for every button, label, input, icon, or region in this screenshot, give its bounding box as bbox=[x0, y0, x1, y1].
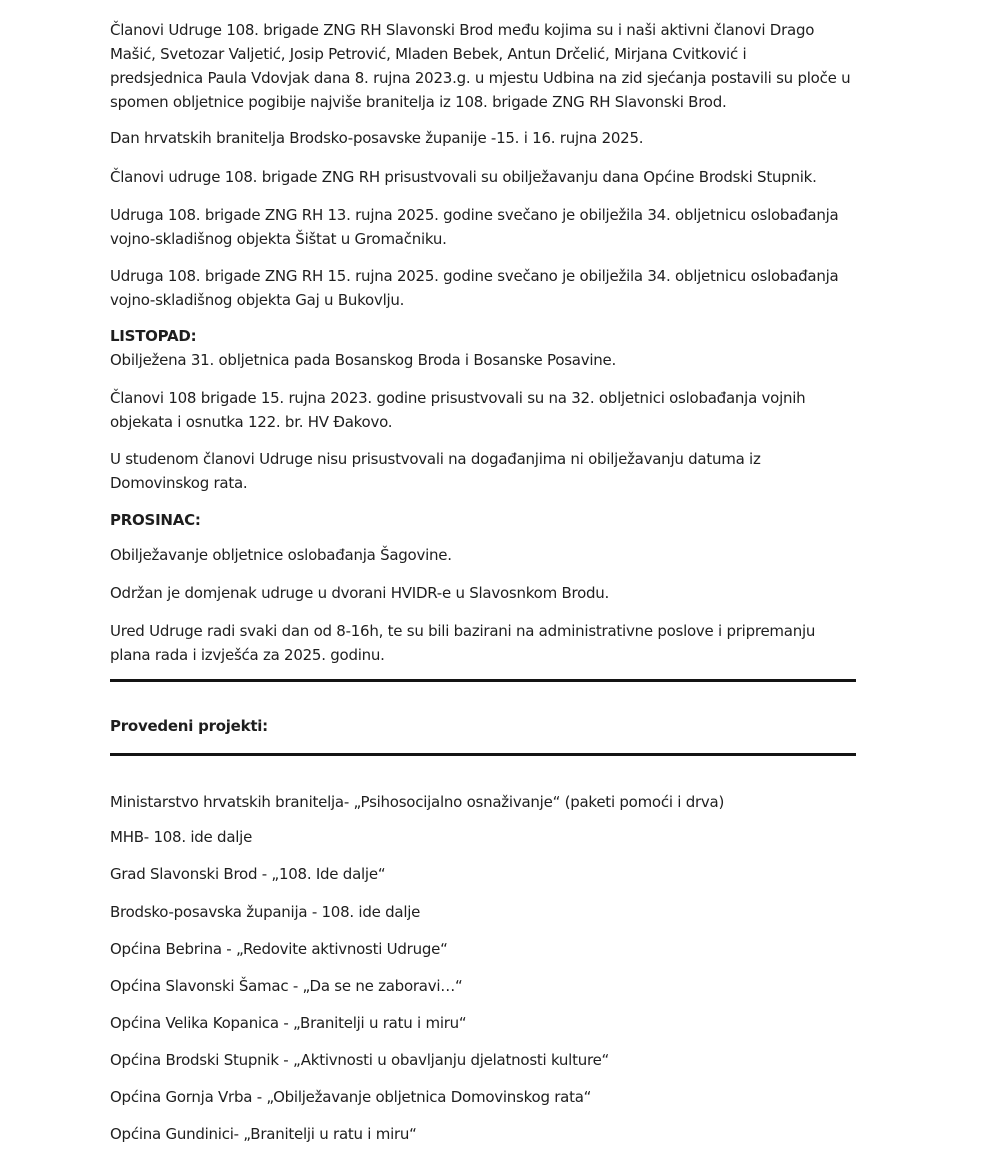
text-line: objekata i osnutka 122. br. HV Đakovo. bbox=[110, 413, 393, 431]
list-item: Općina Brodski Stupnik - „Aktivnosti u obavljanju djelatnosti kulture“ bbox=[110, 1051, 610, 1069]
paragraph-udbina bbox=[110, 18, 850, 114]
paragraph-sistat bbox=[110, 203, 838, 251]
text-line: Članovi Udruge 108. brigade ZNG RH Slavonski Brod među kojima su i naši aktivni članovi Drago bbox=[110, 21, 815, 39]
list-item: Općina Slavonski Šamac - „Da se ne zaboravi…“ bbox=[110, 977, 463, 995]
text-line: Ured Udruge radi svaki dan od 8-16h, te su bili bazirani na administrativne poslove i pripremanju bbox=[110, 622, 816, 640]
text-line: plana rada i izvješća za 2025. godinu. bbox=[110, 646, 385, 664]
list-item: Brodsko-posavska županija - 108. ide dalje bbox=[110, 903, 421, 921]
text-line: Dan hrvatskih branitelja Brodsko-posavske županije -15. i 16. rujna 2025. bbox=[110, 129, 644, 147]
text-line: vojno-skladišnog objekta Šištat u Gromačniku. bbox=[110, 230, 447, 248]
list-item: Općina Bebrina - „Redovite aktivnosti Udruge“ bbox=[110, 940, 448, 958]
text-line: Članovi udruge 108. brigade ZNG RH prisustvovali su obilježavanju dana Općine Brodski Stupnik. bbox=[110, 168, 817, 186]
projects-heading: Provedeni projekti: bbox=[110, 717, 268, 735]
list-item: Ministarstvo hrvatskih branitelja- „Psihosocijalno osnaživanje“ (paketi pomoći i drva) bbox=[110, 793, 725, 811]
text-line: Članovi 108 brigade 15. rujna 2023. godine prisustvovali su na 32. obljetnici oslobađanja vojnih bbox=[110, 389, 806, 407]
list-item: Općina Gornja Vrba - „Obilježavanje obljetnica Domovinskog rata“ bbox=[110, 1088, 592, 1106]
divider-bottom bbox=[110, 753, 856, 756]
section-listopad bbox=[110, 324, 616, 372]
section-heading: LISTOPAD: bbox=[110, 327, 197, 345]
paragraph-domjenak bbox=[110, 581, 609, 605]
paragraph-dan-branitelja bbox=[110, 126, 643, 150]
paragraph-gaj bbox=[110, 264, 838, 312]
paragraph-studeni bbox=[110, 447, 761, 495]
text-line: Mašić, Svetozar Valjetić, Josip Petrović, Mladen Bebek, Antun Drčelić, Mirjana Cvitković i bbox=[110, 45, 747, 63]
text-line: Obilježena 31. obljetnica pada Bosanskog Broda i Bosanske Posavine. bbox=[110, 351, 617, 369]
section-prosinac bbox=[110, 508, 201, 532]
text-line: Udruga 108. brigade ZNG RH 13. rujna 2025. godine svečano je obilježila 34. obljetnicu oslobađanja bbox=[110, 206, 839, 224]
text-line: vojno-skladišnog objekta Gaj u Bukovlju. bbox=[110, 291, 405, 309]
paragraph-sagovina bbox=[110, 543, 452, 567]
text-line: Održan je domjenak udruge u dvorani HVIDR-e u Slavosnkom Brodu. bbox=[110, 584, 610, 602]
text-line: predsjednica Paula Vdovjak dana 8. rujna 2023.g. u mjestu Udbina na zid sjećanja postavili su ploče u bbox=[110, 69, 851, 87]
paragraph-ured bbox=[110, 619, 815, 667]
text-line: Obilježavanje obljetnice oslobađanja Šagovine. bbox=[110, 546, 452, 564]
list-item: Grad Slavonski Brod - „108. Ide dalje“ bbox=[110, 865, 386, 883]
list-item: MHB- 108. ide dalje bbox=[110, 828, 253, 846]
text-line: Udruga 108. brigade ZNG RH 15. rujna 2025. godine svečano je obilježila 34. obljetnicu oslobađanja bbox=[110, 267, 839, 285]
section-heading: PROSINAC: bbox=[110, 511, 201, 529]
text-line: Domovinskog rata. bbox=[110, 474, 248, 492]
text-line: U studenom članovi Udruge nisu prisustvovali na događanjima ni obilježavanju datuma iz bbox=[110, 450, 761, 468]
list-item: Općina Gundinici- „Branitelji u ratu i miru“ bbox=[110, 1125, 417, 1143]
text-line: spomen obljetnice pogibije najviše branitelja iz 108. brigade ZNG RH Slavonski Brod. bbox=[110, 93, 727, 111]
paragraph-brodski-stupnik bbox=[110, 165, 817, 189]
paragraph-djakovo bbox=[110, 386, 805, 434]
list-item: Općina Velika Kopanica - „Branitelji u ratu i miru“ bbox=[110, 1014, 467, 1032]
divider-top bbox=[110, 679, 856, 682]
